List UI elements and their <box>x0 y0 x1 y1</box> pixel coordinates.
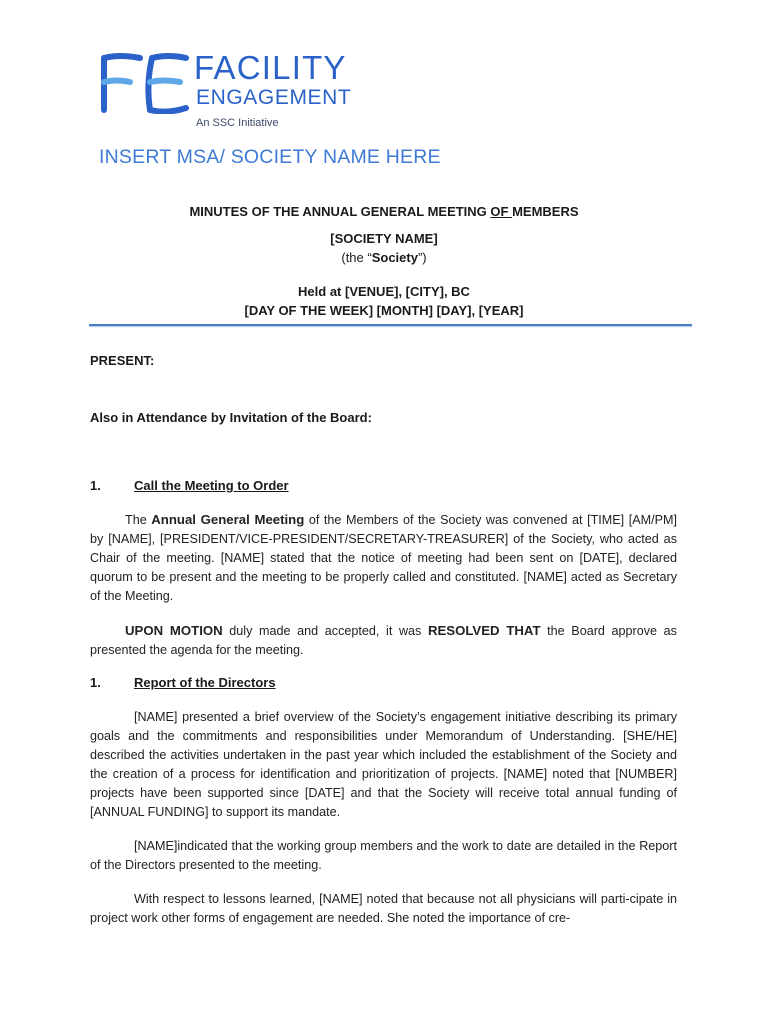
meeting-date: [DAY OF THE WEEK] [MONTH] [DAY], [YEAR] <box>244 303 524 318</box>
section-title: Report of the Directors <box>134 675 276 690</box>
section-heading-report <box>90 674 276 692</box>
text-run: [NAME]indicated that the working group members and the work to date are detailed in the Report of the Directors presented to the meeting. <box>90 839 677 872</box>
paragraph-call-to-order <box>90 510 677 606</box>
text-run: With respect to lessons learned, [NAME] noted that because not all physicians will parti-cipate in project work other forms of engagement are needed. She noted the importance of cre- <box>90 892 677 925</box>
text-run: of the Members of the Society was convened at [TIME] [AM/PM] by [NAME], [PRESIDENT/VICE-PRESIDENT/SECRETARY-TREASURER] of the Society, who acted as Chair of the meeting. [NAME] stated that the notice of meeting had been sent on [DATE], declared quorum to be present and the meeting to be properly called and constituted. [NAME] acted as Secretary of the Meeting. <box>90 513 677 603</box>
paragraph-lessons-learned <box>90 890 677 928</box>
paragraph-working-group <box>90 837 677 875</box>
meeting-venue: Held at [VENUE], [CITY], BC <box>298 284 470 299</box>
title-part: MINUTES OF THE ANNUAL GENERAL MEETING <box>189 204 491 219</box>
facility-engagement-logo <box>100 50 370 135</box>
logo-word-facility: FACILITY <box>194 49 347 86</box>
text-run: duly made and accepted, it was <box>222 624 428 638</box>
definition-close: ”) <box>417 250 427 265</box>
definition-open: (the “ <box>341 250 372 265</box>
text-run: the Board approve as presented the agenda for the meeting. <box>90 624 677 657</box>
bold-run: UPON MOTION <box>125 623 223 638</box>
minutes-title <box>90 203 678 221</box>
section-number: 1. <box>90 478 101 493</box>
logo-tagline: An SSC Initiative <box>196 117 279 129</box>
paragraph-motion <box>90 621 677 660</box>
bold-run: RESOLVED THAT <box>427 623 541 638</box>
section-heading-call-to-order <box>90 477 289 495</box>
title-part: MEMBERS <box>512 204 579 219</box>
attendance-label: Also in Attendance by Invitation of the Board: <box>90 410 372 425</box>
logo-word-engagement: ENGAGEMENT <box>196 86 352 109</box>
title-part-underlined: OF <box>490 204 513 219</box>
society-name-heading: INSERT MSA/ SOCIETY NAME HERE <box>99 146 441 168</box>
section-number: 1. <box>90 675 101 690</box>
section-title: Call the Meeting to Order <box>134 478 289 493</box>
definition-term: Society <box>371 250 418 265</box>
present-label: PRESENT: <box>90 353 155 368</box>
title-divider <box>89 324 692 326</box>
paragraph-overview <box>90 708 677 822</box>
text-run: The <box>125 513 152 527</box>
society-definition <box>90 249 678 267</box>
fe-monogram-icon <box>100 52 190 114</box>
bold-run: Annual General Meeting <box>151 512 305 527</box>
society-name-placeholder: [SOCIETY NAME] <box>330 231 438 246</box>
text-run: [NAME] presented a brief overview of the Society’s engagement initiative describing its primary goals and the commitments and responsibilities under Memorandum of Understanding. [SHE/HE] described the activities undertaken in the past year which included the establishment of the Society and the creation of a process for identification and prioritization of projects. [NAME] noted that [NUMBER] projects have been supported since [DATE] and that the Society will receive total annual funding of [ANNUAL FUNDING] to support its mandate. <box>90 710 677 819</box>
